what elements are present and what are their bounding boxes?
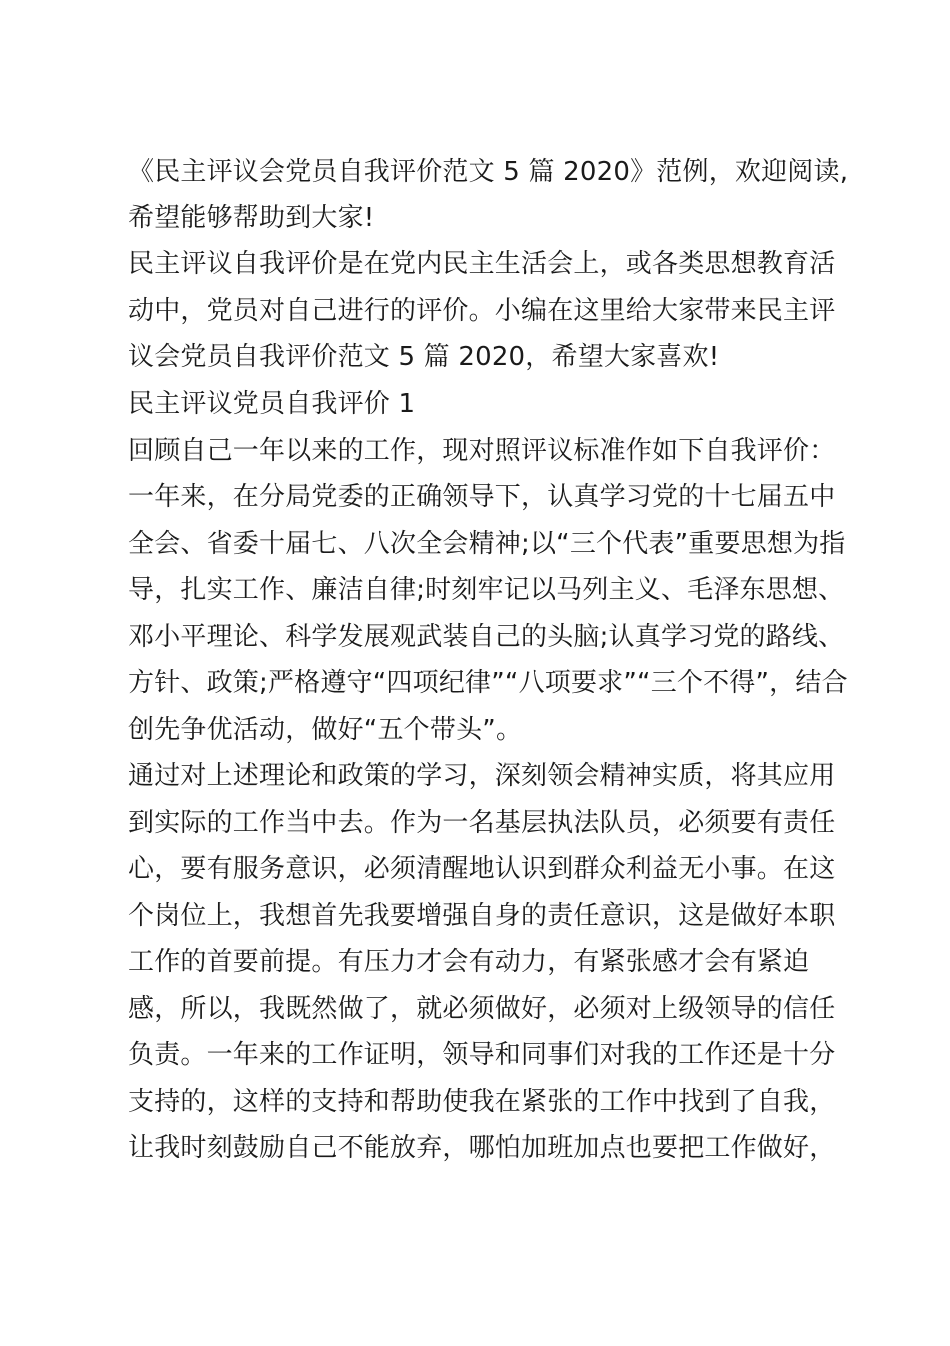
body-line: 创先争优活动，做好“五个带头”。 xyxy=(128,715,523,745)
body-line: 支持的，这样的支持和帮助使我在紧张的工作中找到了自我， xyxy=(128,1087,836,1117)
body-line: 通过对上述理论和政策的学习，深刻领会精神实质，将其应用 xyxy=(128,761,836,791)
body-line: 到实际的工作当中去。作为一名基层执法队员，必须要有责任 xyxy=(128,808,836,838)
document-title-line-1: 《民主评议会党员自我评价范文 5 篇 2020》范例，欢迎阅读, xyxy=(128,157,849,187)
body-line: 邓小平理论、科学发展观武装自己的头脑;认真学习党的路线、 xyxy=(128,622,845,652)
body-line: 全会、省委十届七、八次全会精神;以“三个代表”重要思想为指 xyxy=(128,529,846,559)
section-heading: 民主评议党员自我评价 1 xyxy=(128,389,416,419)
document-title-line-2: 希望能够帮助到大家! xyxy=(128,203,375,233)
body-line: 负责。一年来的工作证明，领导和同事们对我的工作还是十分 xyxy=(128,1040,836,1070)
body-line: 一年来，在分局党委的正确领导下，认真学习党的十七届五中 xyxy=(128,482,836,512)
intro-line-3: 议会党员自我评价范文 5 篇 2020，希望大家喜欢! xyxy=(128,342,720,372)
body-line: 让我时刻鼓励自己不能放弃，哪怕加班加点也要把工作做好， xyxy=(128,1133,836,1163)
body-line: 回顾自己一年以来的工作，现对照评议标准作如下自我评价： xyxy=(128,436,836,466)
intro-line-2: 动中，党员对自己进行的评价。小编在这里给大家带来民主评 xyxy=(128,296,836,326)
body-line: 导，扎实工作、廉洁自律;时刻牢记以马列主义、毛泽东思想、 xyxy=(128,575,845,605)
body-line: 心，要有服务意识，必须清醒地认识到群众利益无小事。在这 xyxy=(128,854,836,884)
body-line: 方针、政策;严格遵守“四项纪律”“八项要求”“三个不得”，结合 xyxy=(128,668,848,698)
body-line: 感，所以，我既然做了，就必须做好，必须对上级领导的信任 xyxy=(128,994,836,1024)
body-line: 个岗位上，我想首先我要增强自身的责任意识，这是做好本职 xyxy=(128,901,836,931)
intro-line-1: 民主评议自我评价是在党内民主生活会上，或各类思想教育活 xyxy=(128,249,836,279)
body-line: 工作的首要前提。有压力才会有动力，有紧张感才会有紧迫 xyxy=(128,947,810,977)
